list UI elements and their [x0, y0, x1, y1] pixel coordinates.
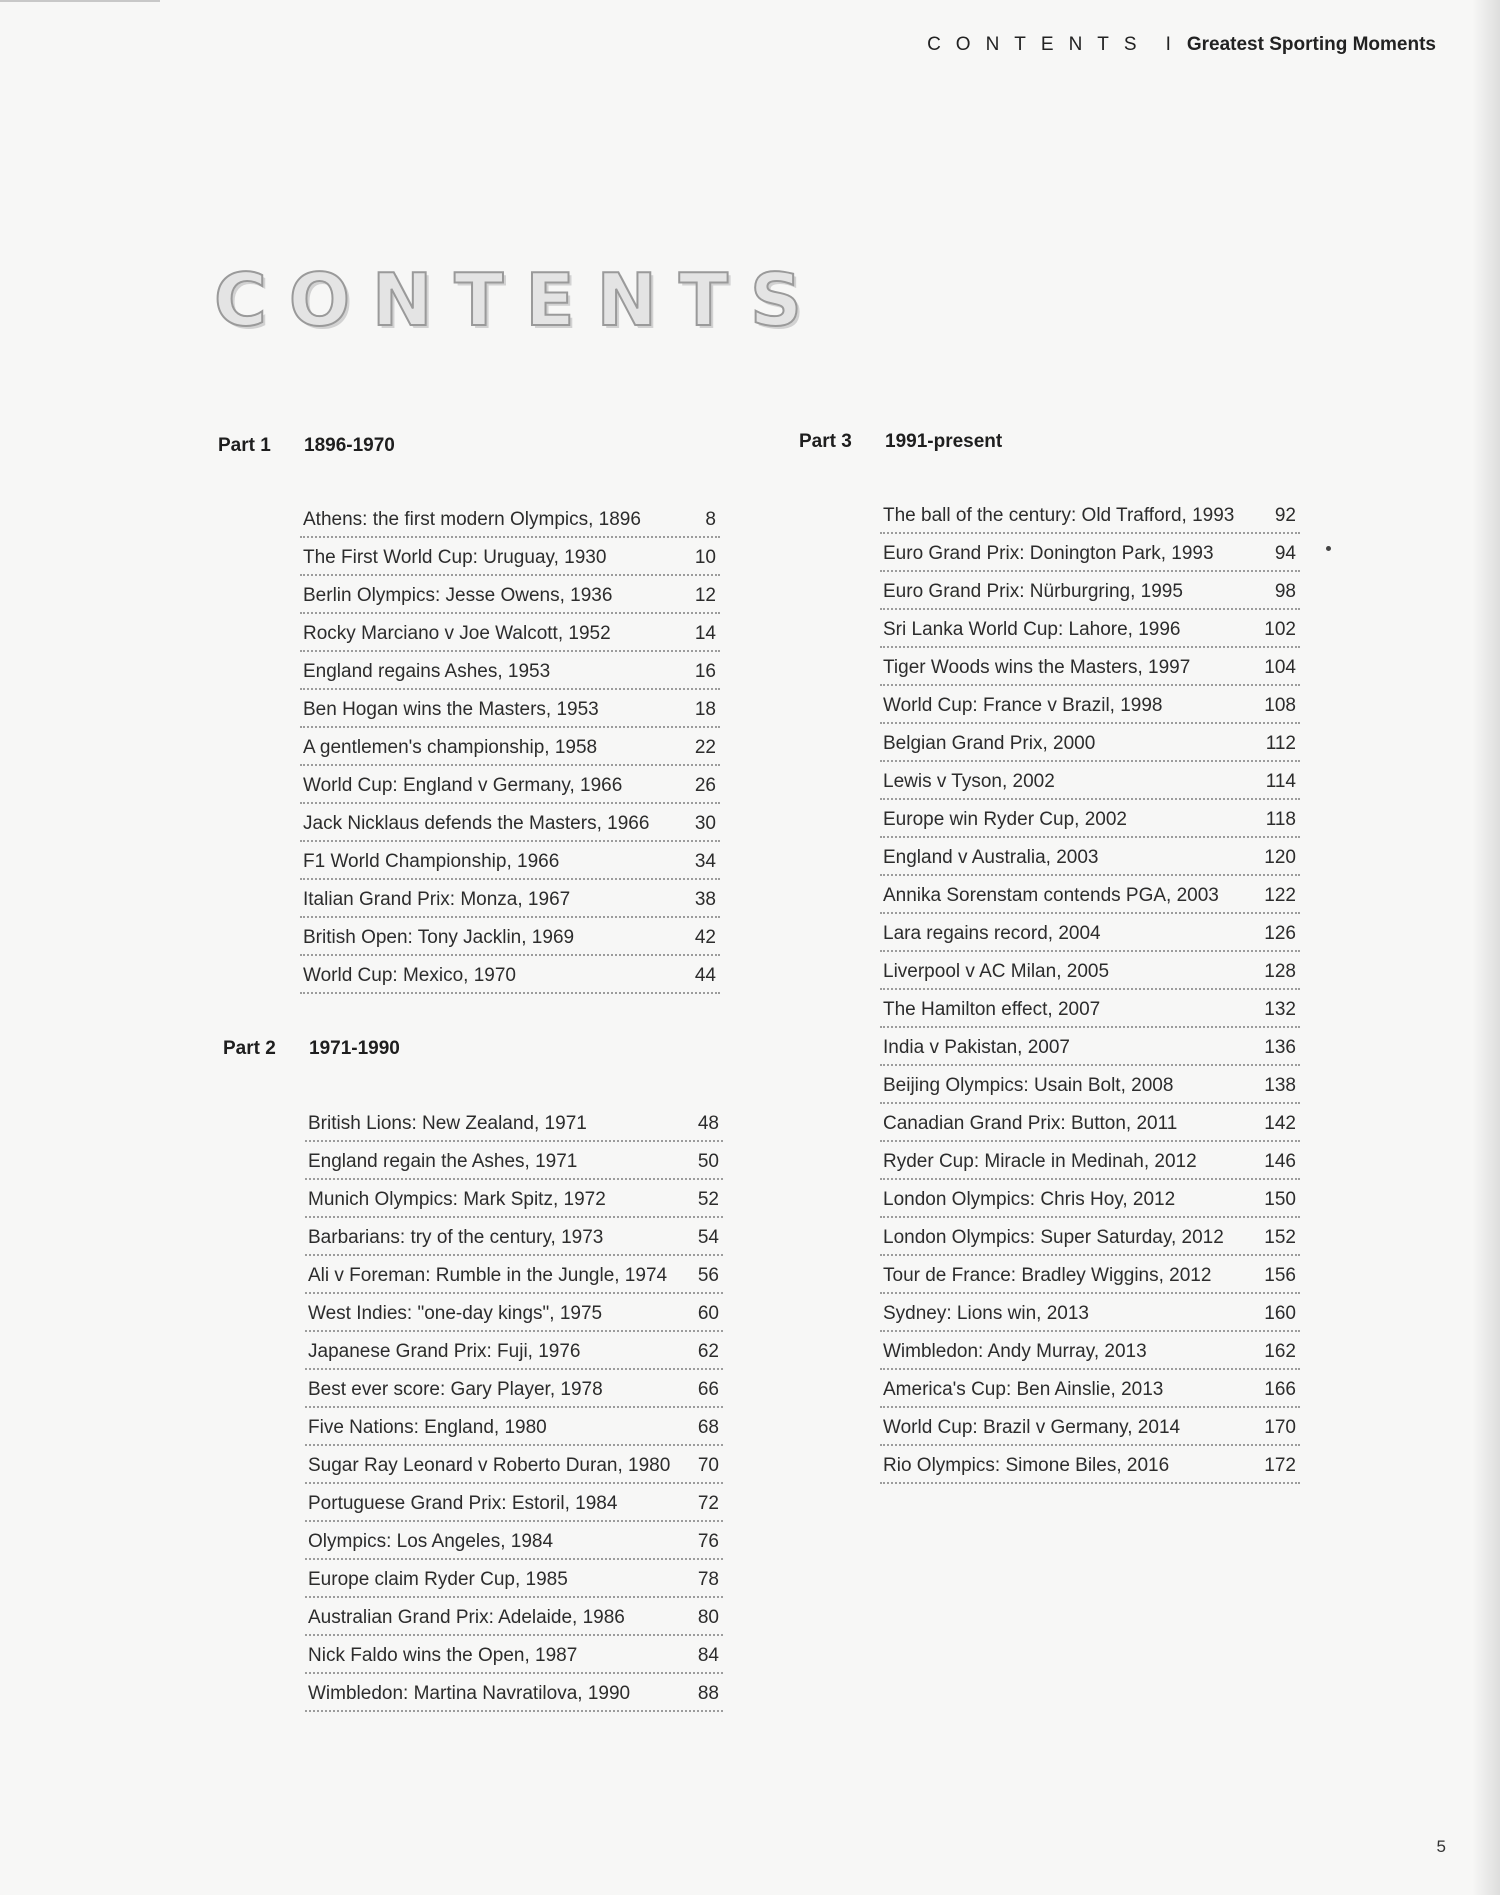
toc-entry-page: 120: [1264, 847, 1296, 868]
part-heading: [223, 1038, 400, 1060]
toc-entry: [880, 496, 1300, 534]
toc-entry: [300, 880, 720, 918]
toc-entry-title: Euro Grand Prix: Nürburgring, 1995: [883, 581, 1183, 602]
toc-entry-page: 78: [697, 1569, 719, 1590]
toc-entry-title: F1 World Championship, 1966: [303, 851, 560, 872]
toc-entry-page: 38: [694, 889, 716, 910]
toc-entry-page: 126: [1264, 923, 1296, 944]
toc-entry: [880, 762, 1300, 800]
toc-entry: [305, 1256, 723, 1294]
toc-entry: [305, 1104, 723, 1142]
header-book-title: Greatest Sporting Moments: [1186, 34, 1436, 55]
toc-entry-title: Sugar Ray Leonard v Roberto Duran, 1980: [308, 1455, 671, 1476]
running-header: [927, 34, 1436, 56]
header-section: CONTENTS: [927, 34, 1152, 55]
toc-entry: [880, 572, 1300, 610]
toc-entry-title: Tiger Woods wins the Masters, 1997: [883, 657, 1191, 678]
toc-entry: [305, 1180, 723, 1218]
toc-entry-title: World Cup: Mexico, 1970: [303, 965, 516, 986]
toc-entry-page: 170: [1264, 1417, 1296, 1438]
toc-entry-page: 162: [1264, 1341, 1296, 1362]
toc-entry-title: Tour de France: Bradley Wiggins, 2012: [883, 1265, 1212, 1286]
toc-entry-page: 8: [705, 509, 716, 530]
toc-entry: [880, 990, 1300, 1028]
toc-entry: [305, 1218, 723, 1256]
toc-entry-page: 98: [1274, 581, 1296, 602]
toc-entry: [305, 1142, 723, 1180]
toc-entry: [300, 956, 720, 994]
toc-entry-title: London Olympics: Super Saturday, 2012: [883, 1227, 1224, 1248]
part-years: 1991-present: [885, 431, 1003, 452]
toc-entry-title: World Cup: Brazil v Germany, 2014: [883, 1417, 1181, 1438]
toc-entry-page: 128: [1264, 961, 1296, 982]
toc-entry: [300, 500, 720, 538]
toc-entry-title: Five Nations: England, 1980: [308, 1417, 547, 1438]
toc-entry: [880, 1104, 1300, 1142]
toc-entry: [305, 1370, 723, 1408]
toc-entry-page: 34: [694, 851, 716, 872]
part-heading: [218, 435, 395, 457]
toc-entry: [880, 1218, 1300, 1256]
toc-entry: [300, 918, 720, 956]
toc-entry-page: 118: [1265, 809, 1296, 830]
toc-entry-page: 72: [697, 1493, 719, 1514]
toc-entry-page: 44: [694, 965, 716, 986]
toc-entry-page: 152: [1264, 1227, 1296, 1248]
page-gutter-shadow: [1472, 0, 1500, 1895]
toc-entry: [880, 724, 1300, 762]
toc-entry-page: 14: [694, 623, 716, 644]
toc-entry: [880, 1028, 1300, 1066]
toc-entry-page: 84: [697, 1645, 719, 1666]
part-label: Part 2: [223, 1038, 276, 1059]
toc-entry-title: Annika Sorenstam contends PGA, 2003: [883, 885, 1219, 906]
toc-entry-page: 138: [1264, 1075, 1296, 1096]
toc-entry-page: 92: [1274, 505, 1296, 526]
toc-entry: [880, 1142, 1300, 1180]
toc-entry-title: Rio Olympics: Simone Biles, 2016: [883, 1455, 1170, 1476]
toc-entry-page: 76: [697, 1531, 719, 1552]
toc-entry-title: Europe win Ryder Cup, 2002: [883, 809, 1127, 830]
toc-entry-page: 50: [697, 1151, 719, 1172]
toc-entry: [880, 1408, 1300, 1446]
toc-entry-title: Olympics: Los Angeles, 1984: [308, 1531, 554, 1552]
toc-entry: [880, 534, 1300, 572]
toc-entry-title: Barbarians: try of the century, 1973: [308, 1227, 604, 1248]
toc-entry-page: 54: [697, 1227, 719, 1248]
toc-entry-title: India v Pakistan, 2007: [883, 1037, 1070, 1058]
toc-entry-title: Italian Grand Prix: Monza, 1967: [303, 889, 571, 910]
toc-entry-page: 136: [1264, 1037, 1296, 1058]
toc-entry-title: British Lions: New Zealand, 1971: [308, 1113, 587, 1134]
toc-entry-page: 68: [697, 1417, 719, 1438]
toc-entry-page: 70: [697, 1455, 719, 1476]
toc-entry: [305, 1636, 723, 1674]
toc-list-part-2: [305, 1104, 723, 1712]
toc-entry-title: London Olympics: Chris Hoy, 2012: [883, 1189, 1176, 1210]
toc-entry-title: Sri Lanka World Cup: Lahore, 1996: [883, 619, 1181, 640]
toc-entry-title: Rocky Marciano v Joe Walcott, 1952: [303, 623, 611, 644]
toc-entry-page: 30: [694, 813, 716, 834]
toc-entry-title: Lara regains record, 2004: [883, 923, 1101, 944]
toc-entry-page: 60: [697, 1303, 719, 1324]
toc-entry-page: 56: [697, 1265, 719, 1286]
toc-entry-title: England regains Ashes, 1953: [303, 661, 551, 682]
print-speck: [1326, 546, 1331, 551]
toc-entry-title: Berlin Olympics: Jesse Owens, 1936: [303, 585, 613, 606]
toc-entry-page: 122: [1264, 885, 1296, 906]
toc-entry: [880, 1446, 1300, 1484]
toc-entry-title: The ball of the century: Old Trafford, 1993: [883, 505, 1235, 526]
toc-entry-page: 42: [694, 927, 716, 948]
toc-entry-page: 142: [1264, 1113, 1296, 1134]
toc-entry: [300, 652, 720, 690]
toc-entry: [880, 1066, 1300, 1104]
toc-entry-page: 172: [1264, 1455, 1296, 1476]
toc-entry: [880, 800, 1300, 838]
toc-entry: [880, 876, 1300, 914]
toc-entry-page: 150: [1264, 1189, 1296, 1210]
toc-entry-title: Europe claim Ryder Cup, 1985: [308, 1569, 568, 1590]
toc-entry: [300, 576, 720, 614]
toc-entry-title: Wimbledon: Martina Navratilova, 1990: [308, 1683, 631, 1704]
toc-entry-page: 104: [1264, 657, 1296, 678]
toc-entry-title: Ali v Foreman: Rumble in the Jungle, 1974: [308, 1265, 668, 1286]
toc-entry-page: 114: [1265, 771, 1296, 792]
toc-entry-page: 16: [694, 661, 716, 682]
toc-entry-page: 102: [1264, 619, 1296, 640]
toc-entry-title: British Open: Tony Jacklin, 1969: [303, 927, 575, 948]
toc-entry: [880, 952, 1300, 990]
toc-entry: [880, 838, 1300, 876]
toc-entry-page: 48: [697, 1113, 719, 1134]
part-label: Part 3: [799, 431, 852, 452]
page-number: 5: [1436, 1837, 1446, 1856]
header-separator: I: [1165, 34, 1171, 55]
toc-entry-page: 156: [1264, 1265, 1296, 1286]
toc-entry: [880, 1256, 1300, 1294]
toc-entry-page: 18: [694, 699, 716, 720]
toc-entry-title: Athens: the first modern Olympics, 1896: [303, 509, 641, 530]
part-label: Part 1: [218, 435, 271, 456]
toc-entry-page: 166: [1264, 1379, 1296, 1400]
toc-entry: [880, 1294, 1300, 1332]
toc-entry: [880, 648, 1300, 686]
toc-entry: [880, 1180, 1300, 1218]
toc-entry-title: England regain the Ashes, 1971: [308, 1151, 578, 1172]
toc-entry: [305, 1484, 723, 1522]
toc-entry-title: Jack Nicklaus defends the Masters, 1966: [303, 813, 650, 834]
toc-entry-title: Belgian Grand Prix, 2000: [883, 733, 1096, 754]
toc-entry-title: Canadian Grand Prix: Button, 2011: [883, 1113, 1178, 1134]
toc-list-part-3: [880, 496, 1300, 1484]
toc-entry-title: Sydney: Lions win, 2013: [883, 1303, 1089, 1324]
toc-entry-title: Nick Faldo wins the Open, 1987: [308, 1645, 578, 1666]
toc-entry: [880, 610, 1300, 648]
toc-entry-title: World Cup: England v Germany, 1966: [303, 775, 623, 796]
toc-entry: [880, 686, 1300, 724]
toc-entry-page: 10: [694, 547, 716, 568]
toc-entry-page: 66: [697, 1379, 719, 1400]
toc-entry-title: Australian Grand Prix: Adelaide, 1986: [308, 1607, 625, 1628]
toc-entry-page: 112: [1265, 733, 1296, 754]
toc-entry: [300, 804, 720, 842]
toc-entry-title: Munich Olympics: Mark Spitz, 1972: [308, 1189, 606, 1210]
toc-entry-title: Ben Hogan wins the Masters, 1953: [303, 699, 599, 720]
toc-entry-page: 108: [1264, 695, 1296, 716]
toc-entry: [300, 538, 720, 576]
toc-entry-title: Japanese Grand Prix: Fuji, 1976: [308, 1341, 581, 1362]
toc-entry: [305, 1294, 723, 1332]
toc-entry-title: West Indies: "one-day kings", 1975: [308, 1303, 603, 1324]
toc-list-part-1: [300, 500, 720, 994]
part-heading: [799, 431, 1002, 453]
toc-entry-page: 22: [694, 737, 716, 758]
toc-entry: [305, 1560, 723, 1598]
toc-entry-title: America's Cup: Ben Ainslie, 2013: [883, 1379, 1164, 1400]
toc-entry-title: World Cup: France v Brazil, 1998: [883, 695, 1163, 716]
toc-entry-page: 80: [697, 1607, 719, 1628]
toc-entry: [300, 614, 720, 652]
toc-entry: [305, 1522, 723, 1560]
toc-entry-title: Ryder Cup: Miracle in Medinah, 2012: [883, 1151, 1197, 1172]
toc-entry-page: 160: [1264, 1303, 1296, 1324]
toc-entry: [880, 914, 1300, 952]
toc-entry-page: 12: [694, 585, 716, 606]
toc-entry-page: 62: [697, 1341, 719, 1362]
toc-entry: [300, 842, 720, 880]
toc-entry-page: 132: [1264, 999, 1296, 1020]
toc-entry-title: A gentlemen's championship, 1958: [303, 737, 598, 758]
toc-entry: [305, 1408, 723, 1446]
part-years: 1896-1970: [304, 435, 395, 456]
toc-entry-page: 146: [1264, 1151, 1296, 1172]
toc-entry: [880, 1332, 1300, 1370]
toc-entry-page: 88: [697, 1683, 719, 1704]
toc-entry: [305, 1598, 723, 1636]
toc-entry-title: Best ever score: Gary Player, 1978: [308, 1379, 603, 1400]
toc-entry-title: Euro Grand Prix: Donington Park, 1993: [883, 543, 1214, 564]
toc-entry: [300, 766, 720, 804]
toc-entry-title: Portuguese Grand Prix: Estoril, 1984: [308, 1493, 618, 1514]
toc-entry-page: 94: [1274, 543, 1296, 564]
toc-entry: [305, 1446, 723, 1484]
toc-entry: [305, 1674, 723, 1712]
toc-entry-page: 26: [694, 775, 716, 796]
toc-entry-title: Wimbledon: Andy Murray, 2013: [883, 1341, 1147, 1362]
toc-entry: [300, 690, 720, 728]
toc-entry-title: Beijing Olympics: Usain Bolt, 2008: [883, 1075, 1174, 1096]
toc-entry-title: The Hamilton effect, 2007: [883, 999, 1101, 1020]
toc-entry-title: Lewis v Tyson, 2002: [883, 771, 1055, 792]
toc-entry-title: England v Australia, 2003: [883, 847, 1099, 868]
part-years: 1971-1990: [309, 1038, 400, 1059]
page-title: CONTENTS: [214, 258, 824, 342]
toc-entry: [305, 1332, 723, 1370]
toc-entry: [880, 1370, 1300, 1408]
toc-entry-title: The First World Cup: Uruguay, 1930: [303, 547, 607, 568]
toc-entry: [300, 728, 720, 766]
toc-entry-page: 52: [697, 1189, 719, 1210]
page-edge-line: [0, 0, 160, 2]
toc-entry-title: Liverpool v AC Milan, 2005: [883, 961, 1110, 982]
